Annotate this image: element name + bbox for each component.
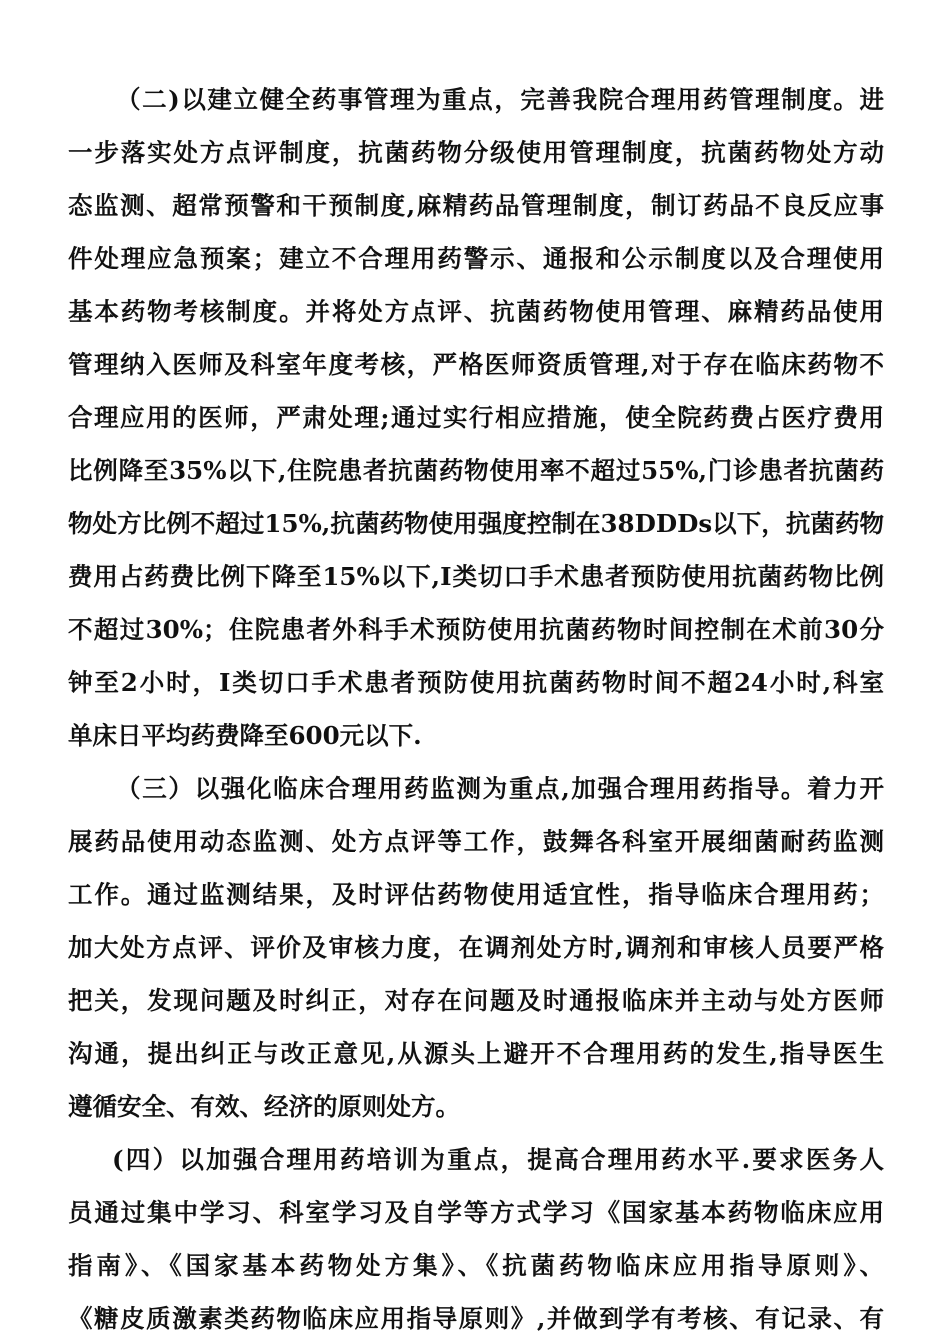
paragraph-4-line-1: (四）以加强合理用药培训为重点，提高合理用药水平.要求医务人 [112,1145,884,1174]
paragraph-3-line-2: 展药品使用动态监测、处方点评等工作，鼓舞各科室开展细菌耐药监测 [68,827,884,856]
paragraph-2-line-1: （二)以建立健全药事管理为重点，完善我院合理用药管理制度。进 [116,85,884,114]
paragraph-4-line-3: 指南》、《国家基本药物处方集》、《抗菌药物临床应用指导原则》、 [68,1251,884,1280]
paragraph-2-line-7: 合理应用的医师，严肃处理;通过实行相应措施，使全院药费占医疗费用 [68,403,884,432]
paragraph-3-line-6: 沟通，提出纠正与改正意见,从源头上避开不合理用药的发生,指导医生 [68,1039,884,1068]
paragraph-2-line-9: 物处方比例不超过15%,抗菌药物使用强度控制在38DDDs以下，抗菌药物 [68,509,884,538]
paragraph-2-line-10: 费用占药费比例下降至15%以下,I类切口手术患者预防使用抗菌药物比例 [68,562,884,591]
paragraph-3-line-7: 遵循安全、有效、经济的原则处方。 [68,1092,460,1121]
paragraph-4-line-2: 员通过集中学习、科室学习及自学等方式学习《国家基本药物临床应用 [68,1198,884,1227]
paragraph-2-line-12: 钟至2小时，I类切口手术患者预防使用抗菌药物时间不超24小时,科室 [68,668,884,697]
paragraph-3-line-1: （三）以强化临床合理用药监测为重点,加强合理用药指导。着力开 [116,774,884,803]
paragraph-2-line-13: 单床日平均药费降至600元以下. [68,721,422,750]
paragraph-2-line-8: 比例降至35%以下,住院患者抗菌药物使用率不超过55%,门诊患者抗菌药 [68,456,884,485]
paragraph-2-line-6: 管理纳入医师及科室年度考核，严格医师资质管理,对于存在临床药物不 [68,350,884,379]
paragraph-2-line-2: 一步落实处方点评制度，抗菌药物分级使用管理制度，抗菌药物处方动 [68,138,884,167]
paragraph-3-line-5: 把关，发现问题及时纠正，对存在问题及时通报临床并主动与处方医师 [68,986,884,1015]
paragraph-2-line-4: 件处理应急预案；建立不合理用药警示、通报和公示制度以及合理使用 [68,244,884,273]
paragraph-2-line-11: 不超过30%；住院患者外科手术预防使用抗菌药物时间控制在术前30分 [68,615,884,644]
paragraph-2-line-5: 基本药物考核制度。并将处方点评、抗菌药物使用管理、麻精药品使用 [68,297,884,326]
paragraph-4-line-4: 《糖皮质激素类药物临床应用指导原则》,并做到学有考核、有记录、有 [68,1304,884,1333]
paragraph-3-line-4: 加大处方点评、评价及审核力度，在调剂处方时,调剂和审核人员要严格 [68,933,884,962]
paragraph-2-line-3: 态监测、超常预警和干预制度,麻精药品管理制度，制订药品不良反应事 [68,191,884,220]
paragraph-3-line-3: 工作。通过监测结果，及时评估药物使用适宜性，指导临床合理用药； [68,880,884,909]
